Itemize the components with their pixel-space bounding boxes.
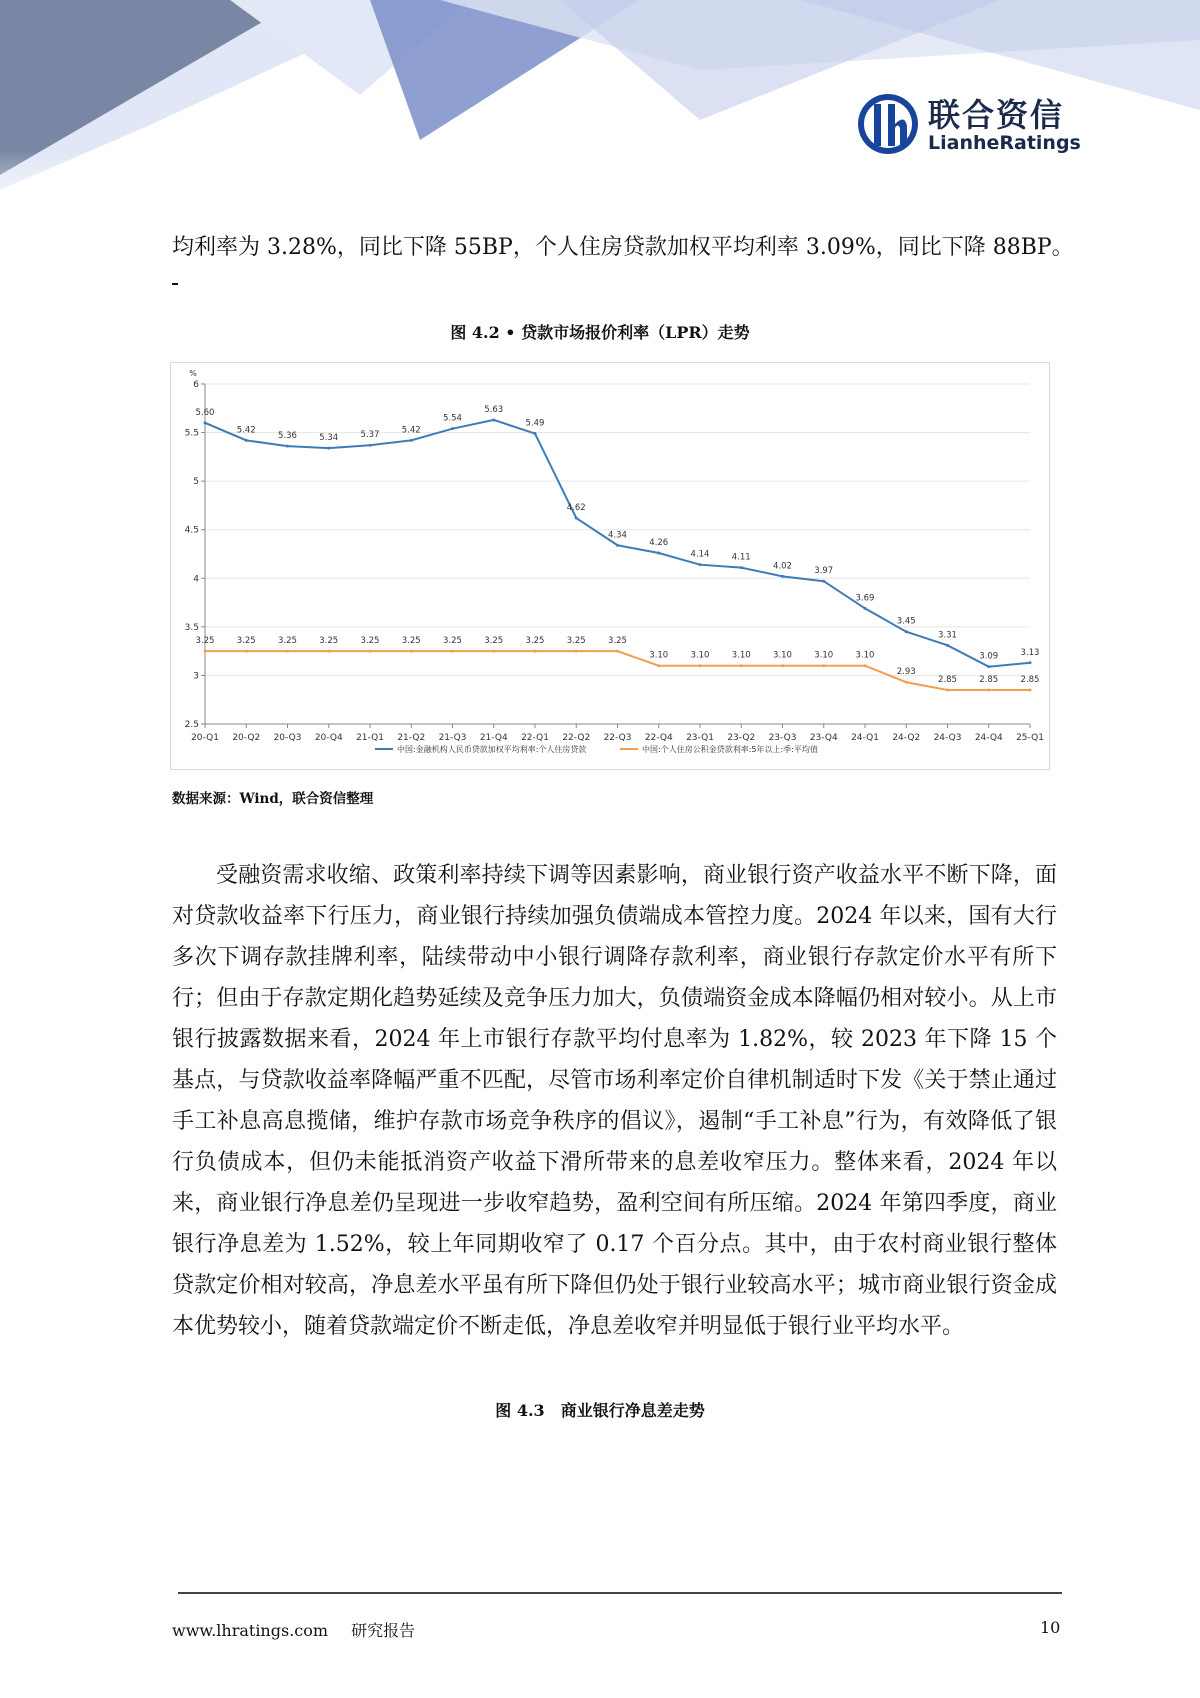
data-point (946, 644, 949, 647)
data-label: 3.25 (566, 636, 586, 647)
data-label: 2.93 (896, 667, 916, 678)
footer-report-label: 研究报告 (351, 1621, 416, 1640)
y-tick-label: 3.5 (184, 622, 199, 633)
footer-divider (178, 1592, 1062, 1594)
data-point (369, 444, 372, 447)
data-label: 2.85 (979, 675, 999, 685)
data-point (822, 580, 825, 583)
x-tick-label: 22-Q2 (562, 733, 591, 743)
x-tick-label: 21-Q1 (356, 733, 384, 743)
data-label: 4.62 (566, 503, 586, 514)
data-point (369, 650, 372, 653)
data-point (946, 689, 949, 692)
data-point (781, 575, 784, 578)
data-label: 4.14 (690, 549, 710, 560)
data-point (575, 650, 578, 653)
data-point (699, 563, 702, 566)
x-tick-label: 22-Q1 (521, 733, 549, 743)
x-tick-label: 22-Q4 (644, 733, 673, 743)
data-label: 3.97 (814, 566, 834, 577)
y-tick-label: 4 (193, 574, 199, 585)
x-tick-label: 21-Q3 (438, 733, 467, 743)
data-point (864, 664, 867, 667)
data-label: 4.34 (608, 530, 627, 541)
data-point (245, 439, 248, 442)
data-point (492, 650, 495, 653)
data-point (864, 607, 867, 610)
logo-english-text: LianheRatings (928, 132, 1081, 154)
data-label: 2.85 (1020, 675, 1040, 685)
data-label: 3.25 (278, 636, 297, 647)
x-tick-label: 25-Q1 (1016, 733, 1044, 743)
data-label: 3.25 (360, 636, 380, 647)
data-point (987, 665, 990, 668)
data-label: 3.25 (484, 636, 504, 647)
data-point (822, 664, 825, 667)
y-tick-label: 5.5 (184, 428, 199, 439)
dash-mark (172, 283, 178, 285)
data-point (204, 421, 207, 424)
data-source-note: 数据来源：Wind，联合资信整理 (172, 791, 374, 807)
data-point (410, 439, 413, 442)
chart-frame (171, 363, 1050, 770)
data-point (699, 664, 702, 667)
x-tick-label: 23-Q2 (727, 733, 756, 743)
data-label: 3.25 (443, 636, 462, 647)
intro-text-line: 均利率为 3.28%，同比下降 55BP，个人住房贷款加权平均利率 3.09%，同比下降 88BP。 (172, 235, 1074, 260)
data-label: 5.63 (484, 404, 504, 415)
x-tick-label: 24-Q1 (851, 733, 879, 743)
data-point (781, 664, 784, 667)
data-label: 3.10 (731, 650, 751, 661)
y-tick-label: 5 (193, 477, 199, 488)
figure-4-2-title: 图 4.2 • 贷款市场报价利率（LPR）走势 (450, 323, 750, 342)
x-tick-label: 23-Q4 (809, 733, 838, 743)
footer-left (172, 1618, 433, 1641)
data-label: 5.36 (278, 431, 297, 442)
data-label: 4.26 (649, 538, 669, 549)
data-point (286, 445, 289, 448)
data-point (1029, 689, 1032, 692)
data-point (410, 650, 413, 653)
y-tick-label: 6 (193, 380, 199, 390)
x-tick-label: 23-Q1 (686, 733, 714, 743)
y-tick-label: 3 (193, 671, 199, 682)
data-label: 3.10 (814, 650, 834, 661)
data-label: 3.25 (319, 636, 339, 647)
data-point (451, 650, 454, 653)
x-tick-label: 20-Q2 (232, 733, 261, 743)
figure-4-3-title: 图 4.3 商业银行净息差走势 (495, 1401, 705, 1420)
data-label: 3.25 (608, 636, 627, 647)
data-label: 3.69 (855, 593, 875, 604)
legend-label-1: 中国:金融机构人民币贷款加权平均利率:个人住房贷款 (397, 745, 587, 754)
data-label: 3.31 (938, 630, 957, 641)
data-label: 5.37 (360, 430, 380, 441)
data-point (905, 630, 908, 633)
data-label: 3.25 (195, 636, 215, 647)
data-point (492, 418, 495, 421)
y-tick-label: 4.5 (184, 525, 199, 536)
data-label: 5.60 (195, 407, 215, 418)
x-tick-label: 23-Q3 (768, 733, 797, 743)
data-point (1029, 661, 1032, 664)
data-point (451, 427, 454, 430)
footer-website: www.lhratings.com (172, 1621, 329, 1640)
data-point (905, 681, 908, 684)
data-point (327, 447, 330, 450)
data-label: 5.42 (236, 425, 256, 436)
data-point (616, 650, 619, 653)
x-tick-label: 24-Q2 (892, 733, 921, 743)
data-point (740, 664, 743, 667)
data-label: 5.34 (319, 433, 339, 444)
data-label: 5.54 (443, 413, 462, 424)
x-tick-label: 21-Q4 (479, 733, 508, 743)
data-label: 3.25 (401, 636, 421, 647)
x-tick-label: 24-Q4 (974, 733, 1003, 743)
lpr-line-chart (170, 362, 1050, 770)
data-label: 5.49 (525, 418, 545, 429)
x-tick-label: 20-Q3 (273, 733, 302, 743)
data-point (575, 517, 578, 520)
x-tick-label: 20-Q1 (191, 733, 219, 743)
data-point (657, 664, 660, 667)
data-label: 3.25 (236, 636, 256, 647)
data-point (616, 544, 619, 547)
page-number: 10 (1040, 1618, 1061, 1637)
y-tick-label: 2.5 (184, 720, 199, 730)
data-point (534, 650, 537, 653)
data-label: 3.10 (690, 650, 710, 661)
x-tick-label: 22-Q3 (603, 733, 632, 743)
logo-chinese-text: 联合资信 (928, 96, 1065, 134)
data-label: 4.11 (731, 552, 751, 563)
data-label: 3.13 (1020, 647, 1040, 658)
data-label: 3.10 (773, 650, 792, 661)
body-paragraph: 受融资需求收缩、政策利率持续下调等因素影响，商业银行资产收益水平不断下降，面对贷款收益率下行压力，商业银行持续加强负债端成本管控力度。2024 年以来，国有大行多次下调存款挂牌利率，陆续带动中小银行调降存款利率，商业银行存款定价水平有所下行；但由于存款定期化趋势延续及竞争压力加大，负债端资金成本降幅仍相对较小。从上市银行披露数据来看，2024 年上市银行存款平均付息率为 1.82%，较 2023 年下降 15 个基点，与贷款收益率降幅严重不匹配，尽管市场利率定价自律机制适时下发《关于禁止通过手工补息高息揽储，维护存款市场竞争秩序的倡议》，遏制“手工补息”行为，有效降低了银行负债成本，但仍未能抵消资产收益下滑所带来的息差收窄压力。整体来看，2024 年以来，商业银行净息差仍呈现进一步收窄趋势，盈利空间有所压缩。2024 年第四季度，商业银行净息差为 1.52%，较上年同期收窄了 0.17 个百分点。其中，由于农村商业银行整体贷款定价相对较高，净息差水平虽有所下降但仍处于银行业较高水平；城市商业银行资金成本优势较小，随着贷款端定价不断走低，净息差收窄并明显低于银行业平均水平。 (172, 863, 1057, 1339)
data-label: 4.02 (773, 561, 792, 572)
data-label: 3.09 (979, 651, 999, 662)
data-point (987, 689, 990, 692)
data-label: 3.10 (649, 650, 669, 661)
data-label: 5.42 (401, 425, 421, 436)
data-label: 3.45 (896, 616, 916, 627)
legend-label-2: 中国:个人住房公积金贷款利率:5年以上:季:平均值 (642, 745, 818, 754)
data-point (204, 650, 207, 653)
x-tick-label: 20-Q4 (314, 733, 343, 743)
data-point (245, 650, 248, 653)
data-point (740, 566, 743, 569)
data-point (286, 650, 289, 653)
data-point (327, 650, 330, 653)
y-axis-unit: % (189, 369, 197, 378)
data-label: 3.10 (855, 650, 875, 661)
data-point (657, 552, 660, 555)
data-label: 2.85 (938, 675, 957, 685)
x-tick-label: 21-Q2 (397, 733, 426, 743)
data-label: 3.25 (525, 636, 545, 647)
x-tick-label: 24-Q3 (933, 733, 962, 743)
data-point (534, 432, 537, 435)
